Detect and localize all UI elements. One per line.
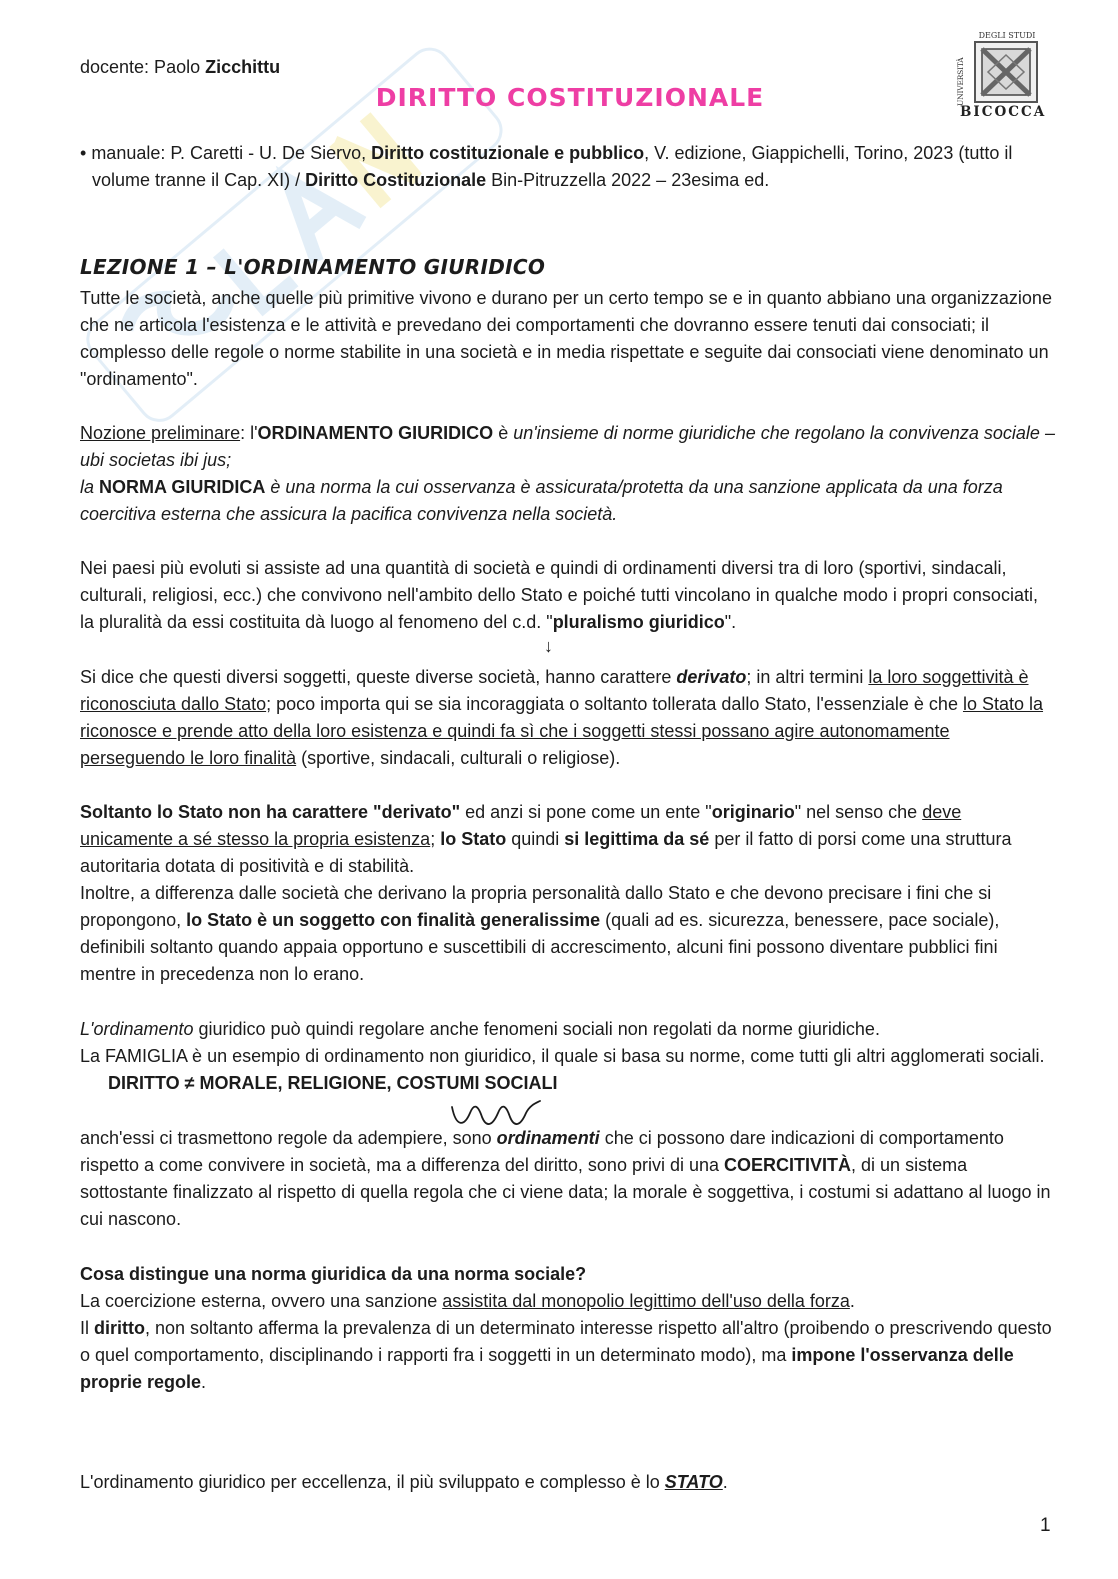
definition-ordinamento: un'insieme di norme giuridiche che regolano la convivenza sociale – ubi societas ibi jus; (80, 423, 1055, 470)
bullet: • (80, 143, 92, 163)
bold-text: Soltanto lo Stato non ha carattere "derivato" (80, 802, 461, 822)
underline-text: lo Stato la riconosce e prende atto della loro esistenza e quindi fa sì che i soggetti stessi possano agire autonomamente perseguendo le loro finalità (80, 694, 1044, 768)
paragraph-stato (80, 1469, 1055, 1496)
text: Si dice che questi diversi soggetti, queste diverse società, hanno carattere (80, 667, 677, 687)
text: anch'essi ci trasmettono regole da adempiere, sono (80, 1128, 497, 1148)
manual-book-1: Diritto costituzionale e pubblico (371, 143, 645, 163)
term-pluralismo: pluralismo giuridico (552, 612, 725, 632)
text: Inoltre, a differenza dalle società che derivano la propria personalità dallo Stato e che devono precisare i fini che si propongono, (80, 883, 992, 930)
logo-emblem-icon (976, 43, 1036, 101)
text: L'ordinamento giuridico per eccellenza, il più sviluppato e complesso è lo (80, 1472, 665, 1492)
text: quindi (506, 829, 565, 849)
italic-text: L'ordinamento (80, 1019, 194, 1039)
bold-text: si legittima da sé (564, 829, 710, 849)
nozione-label: Nozione preliminare (80, 423, 241, 443)
manual-reference (80, 140, 1055, 194)
text: la (80, 477, 100, 497)
text: , non soltanto afferma la prevalenza di un determinato interesse rispetto all'altro (proibendo o prescrivendo questo o quel comportamento, disciplinando i rapporti fra i soggetti in un determinato modo), ma (80, 1318, 1052, 1365)
diritto-vs-morale: DIRITTO ≠ MORALE, RELIGIONE, COSTUMI SOCIALI (108, 1073, 558, 1093)
text: : l' (240, 423, 258, 443)
manual-book-2: Diritto Costituzionale (305, 170, 487, 190)
logo-text-top: DEGLI STUDI (978, 31, 1036, 40)
course-title: DIRITTO COSTITUZIONALE (375, 83, 765, 112)
bold-text: lo Stato è un soggetto con finalità generalissime (186, 910, 601, 930)
docente-line (80, 54, 280, 81)
underline-text: la loro soggettività è riconosciuta dallo Stato (80, 667, 1029, 714)
text: ; poco importa qui se sia incoraggiata o soltanto tollerata dallo Stato, l'essenziale è che (266, 694, 963, 714)
text: ; (430, 829, 441, 849)
paragraph-morale (80, 1125, 1055, 1233)
bold-text: lo Stato (440, 829, 507, 849)
paragraph-famiglia (80, 1016, 1055, 1097)
text: . (722, 1472, 728, 1492)
text: (quali ad es. sicurezza, benessere, pace sociale), definibili soltanto quando appaia opportuno e suscettibili di accrescimento, alcuni fini possono diventare pubblici fini mentre in precedenza non lo erano. (80, 910, 1000, 984)
logo-text-bottom: BICOCCA (960, 104, 1047, 120)
text: La coercizione esterna, ovvero una sanzione (80, 1291, 443, 1311)
docente-name: Zicchittu (205, 57, 281, 77)
underline-text: assistita dal monopolio legittimo dell'uso della forza (442, 1291, 850, 1311)
underline-text: deve unicamente a sé stesso la propria esistenza (80, 802, 962, 849)
page-number: 1 (1040, 1515, 1051, 1536)
intro-text: Tutte le società, anche quelle più primitive vivono e durano per un certo tempo se e in quanto abbiano una organizzazione che ne articola l'esistenza e le attività e prevedano dei comportamenti che dovranno essere tenuti dai consociati; il complesso delle regole o norme stabilite in una società e in media rispettate e seguite dai consociati viene denominato un "ordinamento". (80, 288, 1052, 389)
manual-text: , V. edizione, Giappichelli, Torino, 2023 (tutto il volume tranne il Cap. XI) / (92, 143, 1013, 190)
text: giuridico può quindi regolare anche fenomeni sociali non regolati da norme giuridiche. (193, 1019, 880, 1039)
term-derivato: derivato (676, 667, 747, 687)
text: Nei paesi più evoluti si assiste ad una quantità di società e quindi di ordinamenti diversi tra di loro (sportivi, sindacali, culturali, religiosi, ecc.) che convivono nell'ambito dello Stato e poiché tutti vincolano in qualche modo i propri consociati, la pluralità da essi costituita dà luogo al fenomeno del c.d. " (80, 558, 1038, 632)
text: ". (724, 612, 737, 632)
term-coercitivita: COERCITIVITÀ (724, 1155, 852, 1175)
manual-text: manuale: P. Caretti - U. De Siervo, (91, 143, 372, 163)
paragraph-pluralismo (80, 555, 1055, 636)
bold-text: impone l'osservanza delle proprie regole (80, 1345, 1014, 1392)
logo-emblem (974, 41, 1038, 103)
text: " nel senso che (794, 802, 923, 822)
question-heading: Cosa distingue una norma giuridica da una norma sociale? (80, 1264, 587, 1284)
down-arrow-icon: ↓ (544, 636, 553, 656)
term-diritto: diritto (94, 1318, 146, 1338)
term-norma: NORMA GIURIDICA (99, 477, 266, 497)
text: . (849, 1291, 855, 1311)
university-logo (956, 31, 1047, 122)
paragraph-question (80, 1261, 1055, 1396)
paragraph-nozione (80, 420, 1055, 528)
lesson-title: LEZIONE 1 – L'ORDINAMENTO GIURIDICO (80, 255, 546, 279)
text: Il (80, 1318, 95, 1338)
term-ordinamento: ORDINAMENTO GIURIDICO (257, 423, 494, 443)
text: La FAMIGLIA è un esempio di ordinamento non giuridico, il quale si basa su norme, come tutti gli altri agglomerati sociali. (80, 1046, 1045, 1066)
definition-norma: è una norma la cui osservanza è assicurata/protetta da una sanzione applicata da una forza coercitiva esterna che assicura la pacifica convivenza nella società. (80, 477, 1003, 524)
text: (sportive, sindacali, culturali o religiose). (296, 748, 621, 768)
term-ordinamenti: ordinamenti (496, 1128, 600, 1148)
paragraph-originario (80, 799, 1055, 988)
docente-label: docente: Paolo (80, 57, 206, 77)
manual-text: Bin-Pitruzzella 2022 – 23esima ed. (486, 170, 770, 190)
logo-text-left: UNIVERSITÀ (956, 57, 965, 106)
text: . (201, 1372, 207, 1392)
text: , di un sistema sottostante finalizzato al rispetto di quella regola che ci viene data; la morale è soggettiva, i costumi si adattano al luogo in cui nascono. (80, 1155, 1051, 1229)
text: è (493, 423, 514, 443)
paragraph-intro (80, 285, 1055, 393)
paragraph-derivato (80, 664, 1055, 772)
text: ed anzi si pone come un ente " (460, 802, 712, 822)
text: per il fatto di porsi come una struttura autoritaria dotata di positività e di stabilità. (80, 829, 1012, 876)
text: che ci possono dare indicazioni di comportamento rispetto a come convivere in società, ma a differenza del diritto, sono privi di una (80, 1128, 1004, 1175)
text: ; in altri termini (746, 667, 869, 687)
term-originario: originario (711, 802, 795, 822)
term-stato: STATO (664, 1472, 723, 1492)
